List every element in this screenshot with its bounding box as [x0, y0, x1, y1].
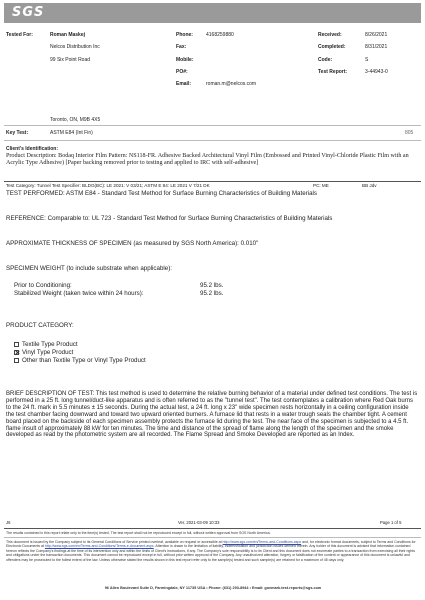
results-notice: The results contained in this report relate only to the item(s) tested. The test report shall not be reproduced except in full, without written approval from SGS North America. [6, 531, 271, 535]
product-description: Product Description: Bodaq Interior Film Pattern: NS118-FR. Adhesive Backed Architectural Vinyl Film (Embossed and Printed Vinyl-Chloride Plastic Film with an Acrylic Type Adhesive) [Paper backing removed prior to testing and applied to IRC with self-adhesive] [6, 153, 409, 166]
electronic-terms-link[interactable]: http://www.sgs.com/en/Terms-and-Conditions/Terms-e-document.aspx [44, 544, 154, 549]
received-value: 8/26/2021 [365, 32, 388, 38]
key-test-label: Key Test: [6, 130, 29, 136]
client-identification-label: Client's Identification: [6, 146, 59, 152]
footer-version: Ver. 2021-03-09 10:33 [178, 520, 220, 525]
key-test-number: 805 [405, 130, 414, 136]
test-category-line: Test Category: Tunnel Test Specifier: BLDG(BC): LE 2021: V 03/21; ASTM E 84: LE 2021 V 7/21 DK [6, 183, 210, 188]
prior-conditioning-value: 95.2 lbs. [200, 282, 224, 289]
category-option-other: Other than Textile Type or Vinyl Type Product [14, 357, 425, 364]
customer-name: Roman Maskej [50, 32, 86, 38]
prior-conditioning-label: Prior to Conditioning: [14, 282, 72, 289]
specimen-weight-heading: SPECIMEN WEIGHT (to include substrate when applicable): [6, 265, 172, 272]
category-option-textile: Textile Type Product [14, 341, 425, 348]
bb-code: BB Jdv [362, 183, 377, 188]
completed-label: Completed: [318, 44, 346, 50]
test-description: BRIEF DESCRIPTION OF TEST: This test method is used to determine the relative burning behavior of a material under defined test conditions. The test is performed in a 25 ft. long tunnel/duct-like apparatus and is often referred to as the "tunnel test". The test contemplates a calibration where Red Oak burns to the 24 ft. mark in 5.5 minutes ± 15 seconds. During the actual test, a 24 ft. long x 23" wide specimen rests horizontally in a ceiling configuration inside the test chamber facing downward and toward two upward oriented burners. A furnace lid that rests in a water trough seals the chamber tight. A cement board placed on the backside of each specimen assembly protects the furnace lid during the test. The near face of the specimen is subjected to a 4.5 ft. flame insult of approximately 88 kW for ten minutes. The time and distance of the spread of flame along the length of the specimen and the smoke developed as read by the photometric system are all recorded. The Flame Spread and Smoke Developed are reported as an Index. [6, 391, 418, 439]
company-address: 96 Allen Boulevard Suite D, Farmingdale, NY 11735 USA • Phone: (631) 293-8944 • Email: govmark.test.reports@sgs.com [104, 586, 322, 590]
code-value: S [365, 57, 369, 63]
product-category-heading: PRODUCT CATEGORY: [6, 322, 74, 329]
test-report-number: 3-44943-0 [365, 69, 388, 75]
sgs-logo: SGS [12, 5, 45, 20]
footer-initials: J6 [6, 520, 11, 525]
code-label: Code: [318, 57, 333, 63]
footer-page-number: Page 1 of 5 [380, 520, 402, 525]
company-name: Nelcos Distribution Inc [50, 44, 100, 50]
divider [4, 181, 421, 182]
test-performed: TEST PERFORMED: ASTM E84 - Standard Test Method for Surface Burning Characteristics of Building Materials [6, 190, 317, 197]
divider [4, 140, 421, 141]
email-label: Email: [176, 81, 192, 87]
specimen-thickness: APPROXIMATE THICKNESS OF SPECIMEN (as measured by SGS North America): 0.010" [6, 240, 259, 247]
mobile-label: Mobile: [176, 57, 194, 63]
tested-for-label: Tested For: [6, 32, 33, 38]
test-report-label: Test Report: [318, 69, 348, 75]
checkbox [14, 358, 19, 363]
pc-code: PC: ME [313, 183, 329, 188]
completed-value: 8/31/2021 [365, 44, 388, 50]
address-line: 99 Six Point Road [50, 57, 91, 63]
key-test-value: ASTM E84 (Int Fin) [50, 130, 93, 136]
phone-label: Phone: [176, 32, 193, 38]
fax-label: Fax: [176, 44, 187, 50]
checkbox [14, 342, 19, 347]
stabilized-weight-value: 95.2 lbs. [200, 290, 224, 297]
checked-checkbox [14, 350, 19, 355]
divider [4, 528, 421, 529]
divider [4, 125, 421, 126]
email-value: roman.m@nelcos.com [206, 81, 257, 87]
terms-notice: This document is issued by the Company subject to its General Conditions of Service printed overleaf, available on request or accessible at http://www.sgs.com/en/Terms-and-Conditions.aspx and, for electronic format documents, subject to Terms and Conditions for Electronic Documents at http://www.sgs.com/en/Terms-and-Conditions/Terms-e-document.aspx. Attention is drawn to the limitation of liability, indemnification and jurisdiction issues defined therein. Any holder of this document is advised that information contained hereon reflects the Company's findings at the time of its intervention only and within the limits of Client's instructions, if any. The Company's sole responsibility is to its Client and this document does not exonerate parties to a transaction from exercising all their rights and obligations under the transaction documents. This document cannot be reproduced except in full, without prior written approval of the Company. Any unauthorized alteration, forgery or falsification of the content or appearance of this document is unlawful and offenders may be prosecuted to the fullest extent of the law. Unless otherwise stated the results shown in this test report refer only to the sample(s) tested and such sample(s) are retained for a maximum of 45 days only. [6, 540, 416, 562]
header-bar [4, 3, 421, 23]
divider [4, 537, 421, 538]
phone-value: 4168259880 [206, 32, 234, 38]
address-city: Toronto, ON, M9B 4X5 [50, 117, 101, 123]
terms-link[interactable]: http://www.sgs.com/en/Terms-and-Conditions.aspx [222, 540, 302, 544]
stabilized-weight-label: Stabilized Weight (taken twice within 24 hours): [14, 290, 144, 297]
po-label: PO#: [176, 69, 188, 75]
category-option-vinyl: Vinyl Type Product [14, 349, 425, 356]
received-label: Received: [318, 32, 342, 38]
reference: REFERENCE: Comparable to: UL 723 - Standard Test Method for Surface Burning Characteristics of Building Materials [6, 215, 333, 222]
